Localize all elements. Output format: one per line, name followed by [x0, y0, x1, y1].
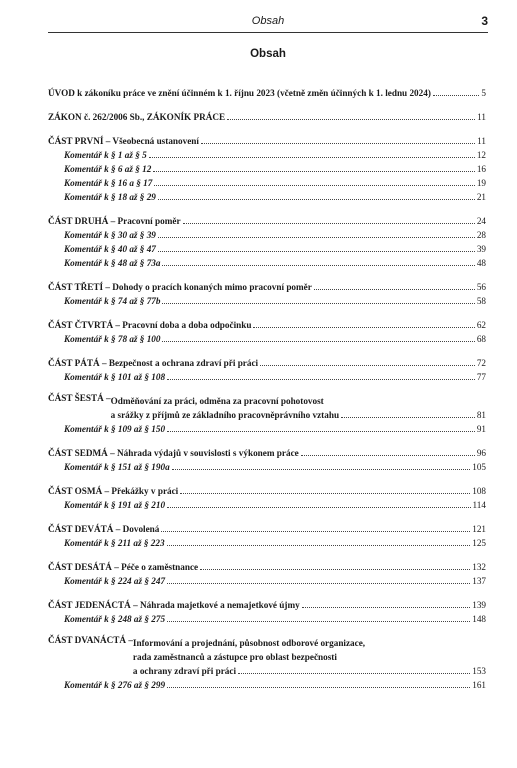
toc-page-number: 11	[477, 136, 486, 146]
toc-page-number: 5	[481, 88, 486, 98]
leader-dots	[227, 119, 475, 120]
toc-entry-label: Komentář k § 211 až § 223	[64, 538, 165, 548]
toc-sub-entry	[48, 677, 486, 691]
toc-entry-label: ÚVOD k zákoníku práce ve znění účinném k 1. říjnu 2023 (včetně změn účinných k 1. lednu 2024)	[48, 88, 431, 98]
toc-main-entry	[48, 597, 486, 611]
toc-sub-entry	[48, 189, 486, 203]
toc-entry-label: ČÁST PÁTÁ – Bezpečnost a ochrana zdraví při práci	[48, 358, 259, 368]
toc-sub-entry	[48, 331, 486, 345]
toc-page-number: 16	[476, 164, 486, 174]
toc-entry-label: Komentář k § 248 až § 275	[64, 614, 166, 624]
leader-dots	[341, 417, 475, 418]
toc-page-number: 153	[472, 666, 486, 676]
leader-dots	[201, 143, 475, 144]
leader-dots	[167, 545, 471, 546]
toc-sub-entry	[48, 241, 486, 255]
toc-entry-lines	[133, 635, 486, 677]
toc-page-number: 39	[476, 244, 486, 254]
toc-entry-label: a ochrany zdraví při práci	[132, 666, 237, 676]
toc-sub-entry	[48, 175, 486, 189]
group-gap	[48, 123, 486, 133]
leader-dots	[183, 223, 475, 224]
toc-page-number: 121	[472, 524, 486, 534]
group-gap	[48, 511, 486, 521]
leader-dots	[253, 327, 474, 328]
leader-dots	[167, 583, 470, 584]
toc-entry-label: Komentář k § 101 až § 108	[64, 372, 166, 382]
running-title: Obsah	[251, 15, 285, 27]
toc-entry-line	[133, 663, 486, 677]
group-gap	[48, 435, 486, 445]
toc-sub-entry	[48, 227, 486, 241]
toc-entry-label: Komentář k § 151 až § 190a	[64, 462, 170, 472]
toc-entry-label: Komentář k § 16 a § 17	[64, 178, 153, 188]
toc-entry-line	[111, 393, 486, 407]
toc-page-number: 11	[477, 112, 486, 122]
leader-dots	[180, 493, 470, 494]
toc-page-number: 77	[476, 372, 486, 382]
toc-entry-label: ČÁST SEDMÁ – Náhrada výdajů v souvislosti s výkonem práce	[48, 448, 299, 458]
toc-page-number: 105	[472, 462, 486, 472]
toc-sub-entry	[48, 497, 486, 511]
toc-entry-label: ČÁST DEVÁTÁ – Dovolená	[48, 524, 160, 534]
leader-dots	[154, 185, 475, 186]
toc-main-entry	[48, 133, 486, 147]
toc-main-entry	[48, 213, 486, 227]
toc-entry-label: ČÁST OSMÁ – Překážky v práci	[48, 486, 179, 496]
toc-page-number: 62	[476, 320, 486, 330]
toc-page-number: 108	[472, 486, 486, 496]
group-gap	[48, 625, 486, 635]
toc-page-number: 91	[476, 424, 486, 434]
toc-page-number: 19	[476, 178, 486, 188]
toc-page-number: 68	[476, 334, 486, 344]
leader-dots	[260, 365, 475, 366]
leader-dots	[167, 507, 470, 508]
toc-page-number: 148	[472, 614, 486, 624]
toc-page-number: 56	[476, 282, 486, 292]
toc-entry-label: Komentář k § 6 až § 12	[64, 164, 152, 174]
toc-page-number: 72	[476, 358, 486, 368]
toc-sub-entry	[48, 147, 486, 161]
leader-dots	[162, 265, 474, 266]
toc-entry-label: Komentář k § 40 až § 47	[64, 244, 156, 254]
group-gap	[48, 269, 486, 279]
leader-dots	[433, 95, 480, 96]
leader-dots	[314, 289, 475, 290]
toc-entry-label: Odměňování za práci, odměna za pracovní pohotovost	[110, 396, 324, 406]
group-gap	[48, 203, 486, 213]
leader-dots	[167, 379, 475, 380]
leader-dots	[167, 687, 470, 688]
toc-sub-entry	[48, 611, 486, 625]
toc-page-number: 58	[476, 296, 486, 306]
header-rule	[48, 32, 488, 33]
toc-entry-label: Komentář k § 1 až § 5	[64, 150, 147, 160]
toc-entry-label: ČÁST JEDENÁCTÁ – Náhrada majetkové a nemajetkové újmy	[48, 600, 300, 610]
toc-entry-line	[111, 407, 486, 421]
toc-entry-label: Komentář k § 74 až § 77b	[64, 296, 161, 306]
toc-page-number: 137	[472, 576, 486, 586]
running-header	[48, 13, 488, 33]
toc-entry-multiline	[48, 393, 486, 421]
group-gap	[48, 99, 486, 109]
leader-dots	[158, 199, 475, 200]
leader-dots	[172, 469, 471, 470]
table-of-contents	[48, 85, 486, 691]
group-gap	[48, 473, 486, 483]
toc-entry-label: rada zaměstnanců a zástupce pro oblast bezpečnosti	[132, 652, 337, 662]
toc-page-number: 81	[476, 410, 486, 420]
toc-entry-multiline	[48, 635, 486, 677]
toc-entry-line	[133, 635, 486, 649]
group-gap	[48, 549, 486, 559]
toc-entry-label: a srážky z příjmů ze základního pracovněprávního vztahu	[110, 410, 340, 420]
toc-page-number: 21	[476, 192, 486, 202]
leader-dots	[167, 431, 475, 432]
leader-dots	[200, 569, 470, 570]
toc-entry-label: Komentář k § 78 až § 100	[64, 334, 161, 344]
toc-main-entry	[48, 483, 486, 497]
toc-page-number: 48	[476, 258, 486, 268]
toc-entry-label: ČÁST ČTVRTÁ – Pracovní doba a doba odpočinku	[48, 320, 252, 330]
toc-sub-entry	[48, 369, 486, 383]
toc-main-entry	[48, 279, 486, 293]
leader-dots	[301, 455, 475, 456]
toc-page-number: 139	[472, 600, 486, 610]
toc-page-number: 161	[472, 680, 486, 690]
toc-entry-label: ZÁKON č. 262/2006 Sb., ZÁKONÍK PRÁCE	[48, 112, 226, 122]
group-gap	[48, 383, 486, 393]
toc-page-number: 125	[472, 538, 486, 548]
toc-main-entry	[48, 317, 486, 331]
leader-dots	[167, 621, 470, 622]
page-title: Obsah	[250, 48, 286, 60]
toc-main-entry	[48, 521, 486, 535]
leader-dots	[161, 531, 470, 532]
toc-entry-label: Informování a projednání, působnost odborové organizace,	[132, 638, 366, 648]
toc-entry-label: Komentář k § 191 až § 210	[64, 500, 166, 510]
leader-dots	[238, 673, 470, 674]
toc-entry-label: Komentář k § 224 až § 247	[64, 576, 166, 586]
leader-dots	[158, 251, 475, 252]
toc-entry-label: Komentář k § 48 až § 73a	[64, 258, 161, 268]
toc-page-number: 24	[476, 216, 486, 226]
toc-entry-label: Komentář k § 276 až § 299	[64, 680, 166, 690]
toc-page-number: 114	[472, 500, 486, 510]
toc-page-number: 132	[472, 562, 486, 572]
toc-page-number: 28	[476, 230, 486, 240]
toc-entry-label: Komentář k § 18 až § 29	[64, 192, 156, 202]
toc-entry-label: ČÁST TŘETÍ – Dohody o pracích konaných mimo pracovní poměr	[48, 282, 312, 292]
toc-sub-entry	[48, 573, 486, 587]
toc-entry-head: ČÁST DVANÁCTÁ –	[48, 635, 133, 645]
toc-main-entry	[48, 109, 486, 123]
group-gap	[48, 345, 486, 355]
leader-dots	[302, 607, 471, 608]
toc-entry-lines	[111, 393, 486, 421]
toc-sub-entry	[48, 293, 486, 307]
group-gap	[48, 307, 486, 317]
toc-sub-entry	[48, 421, 486, 435]
toc-entry-label: ČÁST PRVNÍ – Všeobecná ustanovení	[48, 136, 199, 146]
leader-dots	[162, 303, 474, 304]
group-gap	[48, 587, 486, 597]
toc-main-entry	[48, 85, 486, 99]
leader-dots	[162, 341, 474, 342]
toc-page-number: 96	[476, 448, 486, 458]
toc-main-entry	[48, 559, 486, 573]
toc-page-number: 12	[476, 150, 486, 160]
toc-entry-head: ČÁST ŠESTÁ –	[48, 393, 111, 403]
toc-entry-line	[133, 649, 486, 663]
toc-main-entry	[48, 445, 486, 459]
toc-sub-entry	[48, 459, 486, 473]
toc-entry-label: ČÁST DRUHÁ – Pracovní poměr	[48, 216, 181, 226]
leader-dots	[149, 157, 475, 158]
leader-dots	[158, 237, 475, 238]
toc-sub-entry	[48, 255, 486, 269]
page-number: 3	[481, 14, 488, 28]
toc-sub-entry	[48, 535, 486, 549]
toc-entry-label: Komentář k § 109 až § 150	[64, 424, 166, 434]
toc-entry-label: ČÁST DESÁTÁ – Péče o zaměstnance	[48, 562, 199, 572]
toc-sub-entry	[48, 161, 486, 175]
toc-main-entry	[48, 355, 486, 369]
toc-entry-label: Komentář k § 30 až § 39	[64, 230, 156, 240]
leader-dots	[153, 171, 475, 172]
